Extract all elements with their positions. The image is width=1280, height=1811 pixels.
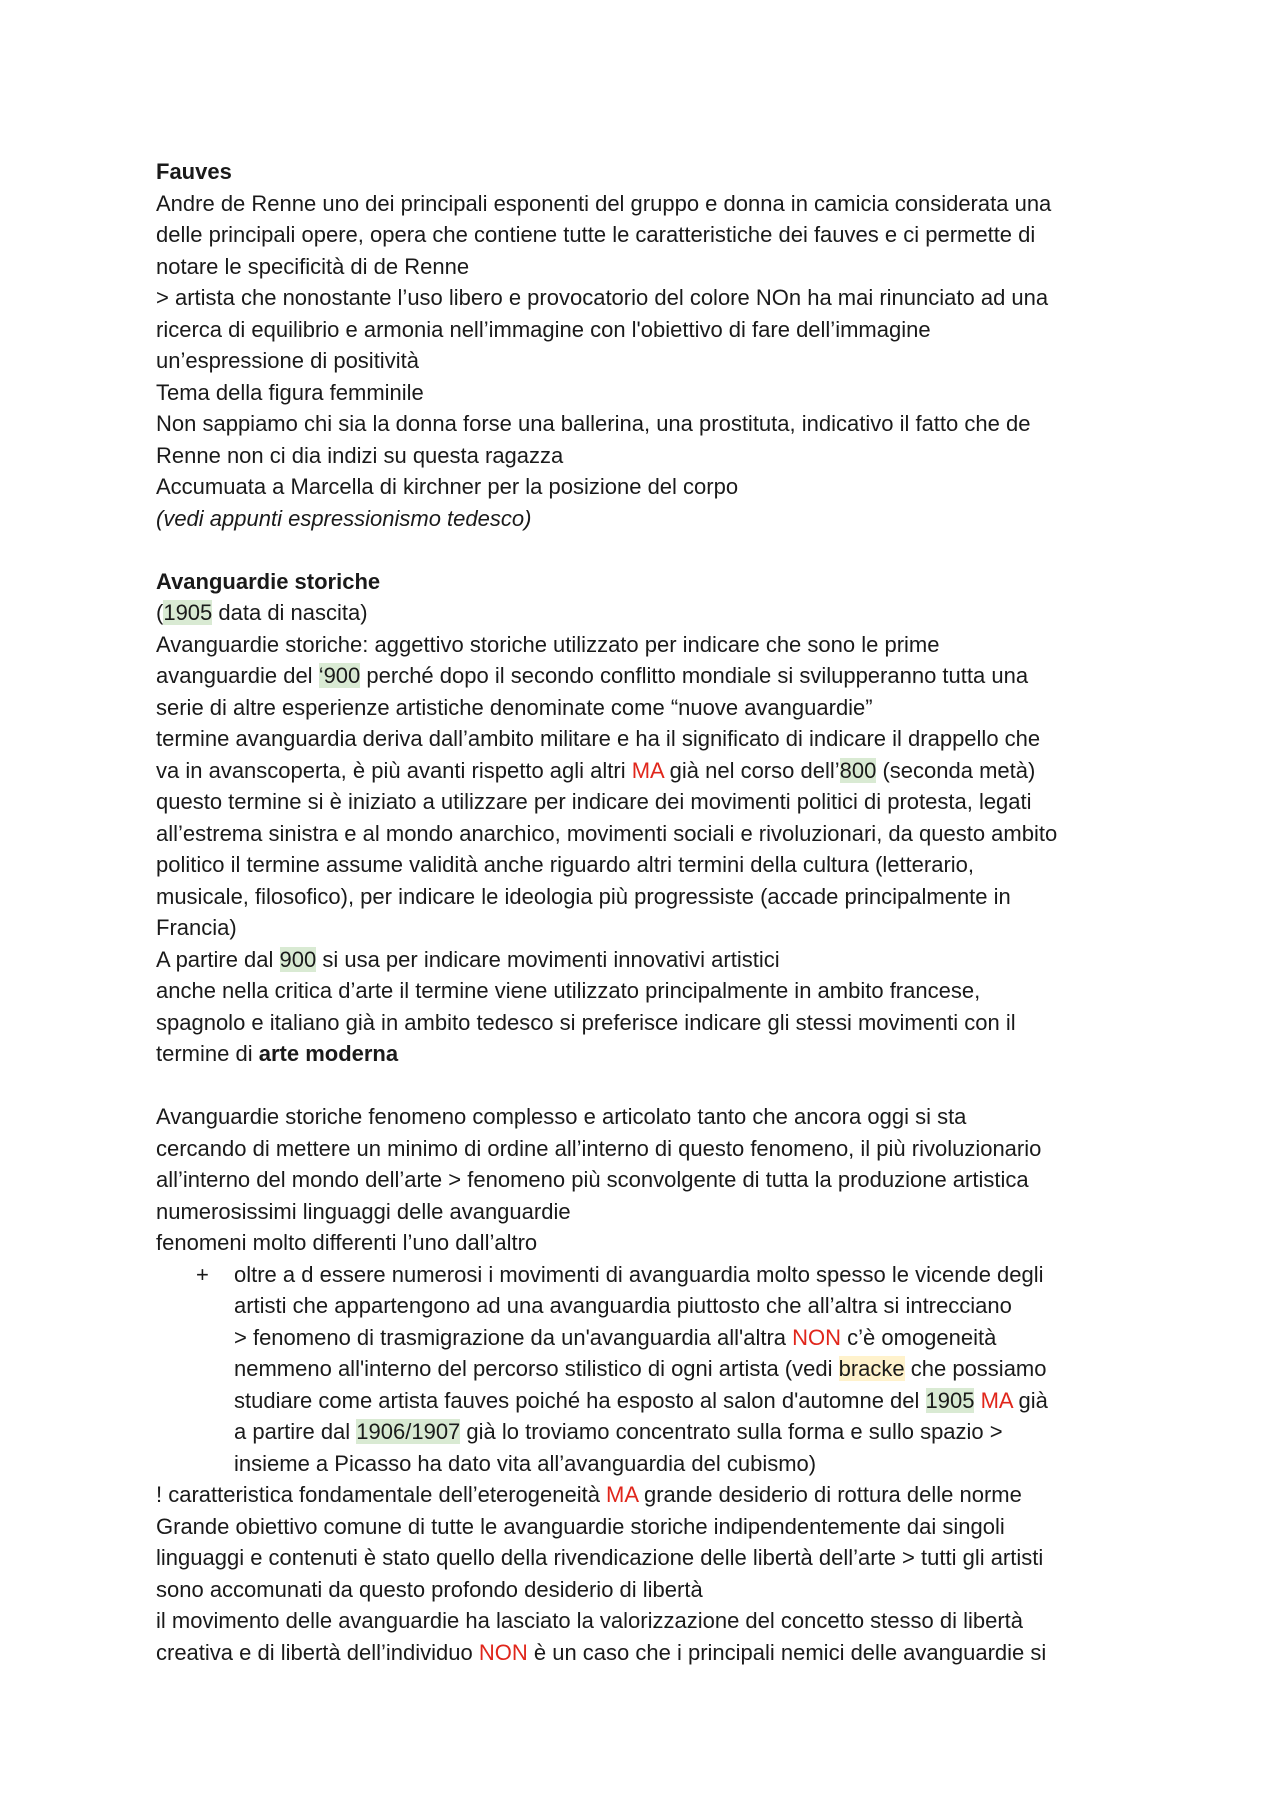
text-span: data di nascita) — [212, 600, 368, 625]
text-span: già — [1012, 1387, 1048, 1413]
highlighted-year: 1905 — [163, 600, 213, 625]
red-keyword: MA — [606, 1482, 638, 1507]
text-line — [156, 1637, 1146, 1669]
bold-term: arte moderna — [258, 1041, 399, 1066]
text-line: Renne non ci dia indizi su questa ragazza — [156, 442, 564, 468]
highlighted-name: bracke — [838, 1356, 905, 1381]
text-span: studiare come artista fauves poiché ha esposto al salon d'automne del — [234, 1387, 926, 1413]
text-line: oltre a d essere numerosi i movimenti di avanguardia molto spesso le vicende degli — [234, 1261, 1044, 1287]
text-span: si usa per indicare movimenti innovativi artistici — [316, 946, 780, 972]
text-line: il movimento delle avanguardie ha lasciato la valorizzazione del concetto stesso di libertà — [156, 1608, 1024, 1633]
text-span: perché dopo il secondo conflitto mondiale si svilupperanno tutta una — [360, 663, 1029, 688]
text-span: c’è omogeneità — [841, 1324, 997, 1350]
text-span: ( — [156, 600, 164, 625]
text-line: artisti che appartengono ad una avanguardia piuttosto che all’altra si intrecciano — [234, 1293, 1012, 1318]
text-line: fenomeni molto differenti l’uno dall’altro — [156, 1230, 538, 1255]
highlighted-year: 900 — [279, 946, 317, 972]
italic-note: (vedi appunti espressionismo tedesco) — [156, 505, 532, 531]
section-title-avanguardie: Avanguardie storiche — [156, 568, 381, 594]
text-line: Avanguardie storiche fenomeno complesso e articolato tanto che ancora oggi si sta — [156, 1104, 967, 1129]
text-line: politico il termine assume validità anche riguardo altri termini della cultura (letterario, — [156, 852, 975, 877]
text-line — [156, 660, 1146, 692]
text-span: (seconda metà) — [876, 757, 1036, 783]
text-span: grande desiderio di rottura delle norme — [637, 1482, 1022, 1507]
text-line: Accumuata a Marcella di kirchner per la posizione del corpo — [156, 474, 739, 499]
text-span: termine di — [156, 1041, 259, 1066]
highlighted-year: 1905 — [925, 1387, 975, 1413]
highlighted-year: ‘900 — [318, 663, 361, 688]
text-line — [234, 1416, 1146, 1448]
text-span: a partire dal — [234, 1419, 357, 1444]
text-line — [234, 1322, 1146, 1354]
text-line: numerosissimi linguaggi delle avanguardie — [156, 1198, 571, 1224]
plus-bullet-icon: + — [196, 1261, 209, 1287]
text-line: sono accomunati da questo profondo desiderio di libertà — [156, 1576, 703, 1602]
text-span: avanguardie del — [156, 663, 319, 688]
text-span: ! caratteristica fondamentale dell’eterogeneità — [156, 1482, 607, 1507]
text-line: Tema della figura femminile — [156, 379, 424, 405]
text-line — [156, 755, 1146, 787]
text-line: delle principali opere, opera che contiene tutte le caratteristiche dei fauves e ci permette di — [156, 222, 1036, 247]
text-span: già lo troviamo concentrato sulla forma e sullo spazio > — [460, 1419, 1003, 1444]
text-line: Non sappiamo chi sia la donna forse una ballerina, una prostituta, indicativo il fatto che de — [156, 411, 1031, 436]
text-line: all’interno del mondo dell’arte > fenomeno più sconvolgente di tutta la produzione artistica — [156, 1167, 1029, 1192]
red-keyword: NON — [792, 1324, 842, 1350]
text-line: anche nella critica d’arte il termine viene utilizzato principalmente in ambito francese, — [156, 978, 981, 1003]
text-line: spagnolo e italiano già in ambito tedesco si preferisce indicare gli stessi movimenti con il — [156, 1009, 1016, 1035]
text-line: musicale, filosofico), per indicare le ideologia più progressiste (accade principalmente in — [156, 883, 1011, 909]
red-keyword: MA — [631, 757, 664, 783]
birth-date-line — [156, 597, 1146, 629]
text-line: Grande obiettivo comune di tutte le avanguardie storiche indipendentemente dai singoli — [156, 1513, 1005, 1539]
text-span: è un caso che i principali nemici delle avanguardie si — [527, 1639, 1047, 1665]
text-line — [234, 1385, 1146, 1417]
text-line: Avanguardie storiche: aggettivo storiche utilizzato per indicare che sono le prime — [156, 631, 940, 657]
text-line: insieme a Picasso ha dato vita all’avanguardia del cubismo) — [234, 1450, 817, 1476]
bullet-item — [156, 1259, 1146, 1480]
text-span: creativa e di libertà dell’individuo — [156, 1639, 479, 1665]
text-line: serie di altre esperienze artistiche denominate come “nuove avanguardie” — [156, 694, 873, 720]
text-line: ricerca di equilibrio e armonia nell’immagine con l'obiettivo di fare dell’immagine — [156, 316, 931, 342]
text-line: un’espressione di positività — [156, 348, 419, 373]
text-span: > fenomeno di trasmigrazione da un'avanguardia all'altra — [234, 1324, 793, 1350]
text-line: questo termine si è iniziato a utilizzare per indicare dei movimenti politici di protesta, legati — [156, 789, 1032, 814]
text-span: va in avanscoperta, è più avanti rispetto agli altri — [156, 757, 632, 783]
text-span: A partire dal — [156, 946, 280, 972]
document-page — [156, 156, 1146, 1668]
text-span: nemmeno all'interno del percorso stilistico di ogni artista (vedi — [234, 1356, 839, 1381]
text-line: notare le specificità di de Renne — [156, 253, 470, 279]
text-line — [234, 1353, 1146, 1385]
spacer — [156, 1070, 1146, 1102]
text-line: linguaggi e contenuti è stato quello della rivendicazione delle libertà dell’arte > tutti gli artisti — [156, 1545, 1044, 1570]
red-keyword: NON — [478, 1639, 528, 1665]
spacer — [156, 534, 1146, 566]
text-line: > artista che nonostante l’uso libero e provocatorio del colore NOn ha mai rinunciato ad una — [156, 285, 1049, 310]
text-line: cercando di mettere un minimo di ordine all’interno di questo fenomeno, il più rivoluzionario — [156, 1135, 1042, 1161]
highlighted-year: 1906/1907 — [356, 1419, 461, 1444]
text-line — [156, 1038, 1146, 1070]
text-line: Francia) — [156, 915, 237, 940]
text-span: già nel corso dell’ — [663, 757, 840, 783]
red-keyword: MA — [980, 1387, 1013, 1413]
text-line: Andre de Renne uno dei principali esponenti del gruppo e donna in camicia considerata una — [156, 190, 1052, 216]
text-line: all’estrema sinistra e al mondo anarchico, movimenti sociali e rivoluzionari, da questo ambito — [156, 820, 1058, 846]
section-title-fauves: Fauves — [156, 159, 232, 184]
text-line — [156, 1479, 1146, 1511]
highlighted-year: 800 — [839, 757, 877, 783]
text-span: che possiamo — [904, 1356, 1047, 1381]
text-line — [156, 944, 1146, 976]
text-line: termine avanguardia deriva dall’ambito militare e ha il significato di indicare il drappello che — [156, 726, 1041, 751]
